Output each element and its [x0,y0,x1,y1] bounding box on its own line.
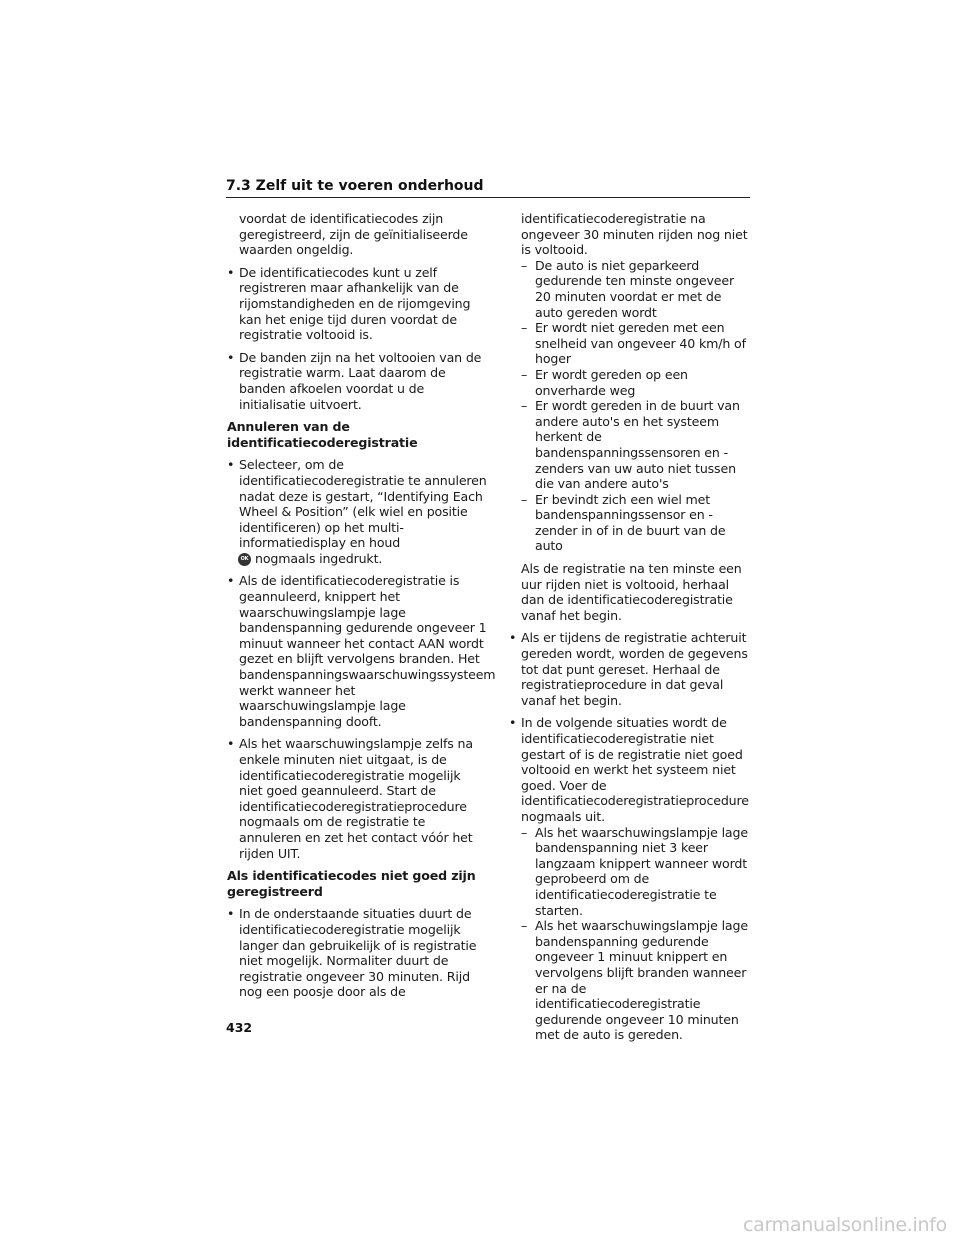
section-header [226,178,750,198]
list-item: • De banden zijn na het voltooien van de registratie warm. Laat daarom de banden afkoelen voordat u de initialisatie uitvoert. [227,350,487,412]
left-column [227,211,496,1007]
section-heading-cancel: Annuleren van de identificatiecoderegistratie [227,419,418,450]
ok-button-icon [238,553,251,566]
dash-list-item: – Als het waarschuwingslampje lage bandenspanning niet 3 keer langzaam knippert wanneer wordt geprobeerd om de identificatiecoderegistratie te starten. [521,824,748,918]
dash-list [509,258,749,554]
list-item: • Als er tijdens de registratie achteruit gereden wordt, worden de gegevens tot dat punt gereset. Herhaal de registratieprocedure in dat geval vanaf het begin. [509,630,749,708]
dash-list-item: – Als het waarschuwingslampje lage bandenspanning gedurende ongeveer 1 minuut knippert en vervolgens blijft branden wanneer er na de identificatiecoderegistratie gedurende ongeveer 10 minuten met de auto is gereden. [521,918,748,1043]
right-column [509,211,749,1043]
cancel-instruction-text: Selecteer, om de identificatiecoderegistratie te annuleren nadat deze is gestart, “Identifying Each Wheel & Position” (elk wiel en positie identificeren) op het multi-informatiedisplay en houd [239,457,487,551]
dash-list-item: – Er wordt gereden op een onverharde weg [521,366,688,398]
dash-list-item: – Er wordt gereden in de buurt van andere auto's en het systeem herkent de bandenspanningssensoren en -zenders van uw auto niet tussen die van andere auto's [521,398,740,492]
list-item: • In de volgende situaties wordt de identificatiecoderegistratie niet gestart of is de registratie niet goed voltooid en werkt het systeem niet goed. Voer de identificatiecoderegistratieprocedure nogmaals uit. [509,715,749,824]
dash-list-item: – Er bevindt zich een wiel met bandenspanningssensor en -zender in of in de buurt van de auto [521,491,726,554]
after-list-paragraph: Als de registratie na ten minste een uur rijden niet is voltooid, herhaal dan de identificatiecoderegistratie vanaf het begin. [521,561,742,623]
list-item [227,457,487,566]
dash-list-item: – Er wordt niet gereden met een snelheid van ongeveer 40 km/h of hoger [521,320,746,367]
dash-list [509,825,749,1043]
section-title: 7.3 Zelf uit te voeren onderhoud [226,178,484,194]
section-heading-not-registered: Als identificatiecodes niet goed zijn geregistreerd [227,868,476,899]
ok-button-label: OK [240,555,249,562]
list-item: • Als het waarschuwingslampje zelfs na enkele minuten niet uitgaat, is de identificatiecoderegistratie mogelijk niet goed geannuleerd. Start de identificatiecoderegistratieprocedure nogmaals om de registratie te annuleren en zet het contact vóór het rijden UIT. [227,736,487,861]
page-number: 432 [226,1020,253,1035]
list-item: • In de onderstaande situaties duurt de identificatiecoderegistratie mogelijk langer dan gebruikelijk of is registratie niet mogelijk. Normaliter duurt de registratie ongeveer 30 minuten. Rijd nog een poosje door als de [227,906,487,1000]
list-item: • De identificatiecodes kunt u zelf registreren maar afhankelijk van de rijomstandigheden en de rijomgeving kan het enige tijd duren voordat de registratie voltooid is. [227,265,487,343]
cancel-instruction-text-end: nogmaals ingedrukt. [255,550,383,566]
list-item: • Als de identificatiecoderegistratie is geannuleerd, knippert het waarschuwingslampje lage bandenspanning gedurende ongeveer 1 minuut wanneer het contact AAN wordt gezet en blijft vervolgens branden. Het bandenspanningswaarschuwingssysteem werkt wanneer het waarschuwingslampje lage bandenspanning dooft. [227,573,487,729]
intro-paragraph: voordat de identificatiecodes zijn geregistreerd, zijn de geïnitialiseerde waarden ongeldig. [239,211,468,258]
dash-list-item: – De auto is niet geparkeerd gedurende ten minste ongeveer 20 minuten voordat er met de auto gereden wordt [521,257,734,320]
watermark: carmanualsonline.info [743,1214,947,1236]
continuation-paragraph: identificatiecoderegistratie na ongeveer 30 minuten rijden nog niet is voltooid. [521,211,748,258]
